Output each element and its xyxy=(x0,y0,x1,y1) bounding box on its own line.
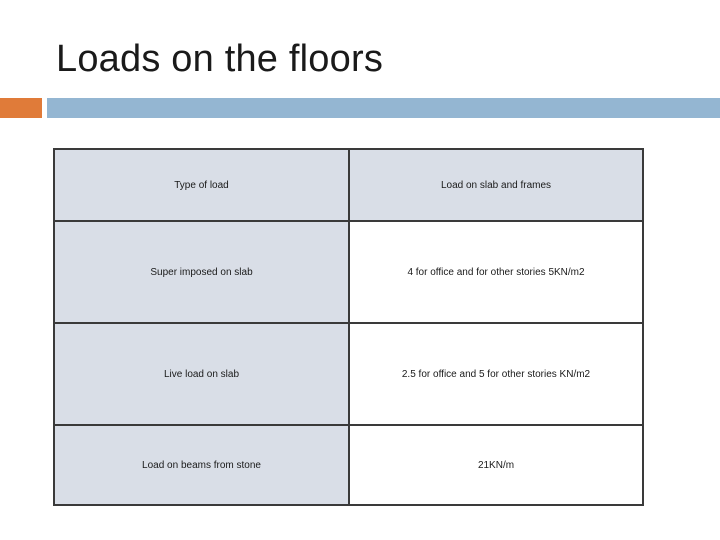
row-label-cell: Load on beams from stone xyxy=(54,425,349,505)
table-row xyxy=(54,323,643,425)
table-row xyxy=(54,221,643,323)
slide-title: Loads on the floors xyxy=(56,38,384,80)
header-type-of-load: Type of load xyxy=(54,149,349,221)
header-load-on-slab: Load on slab and frames xyxy=(349,149,643,221)
loads-table xyxy=(53,148,644,506)
orange-accent-bar xyxy=(0,98,42,118)
row-label-cell: Super imposed on slab xyxy=(54,221,349,323)
row-value-cell: 21KN/m xyxy=(349,425,643,505)
table-row xyxy=(54,425,643,505)
blue-rule-bar xyxy=(47,98,720,118)
table-header-row xyxy=(54,149,643,221)
row-label-cell: Live load on slab xyxy=(54,323,349,425)
row-value-cell: 2.5 for office and 5 for other stories KN/m2 xyxy=(349,323,643,425)
row-value-cell: 4 for office and for other stories 5KN/m2 xyxy=(349,221,643,323)
